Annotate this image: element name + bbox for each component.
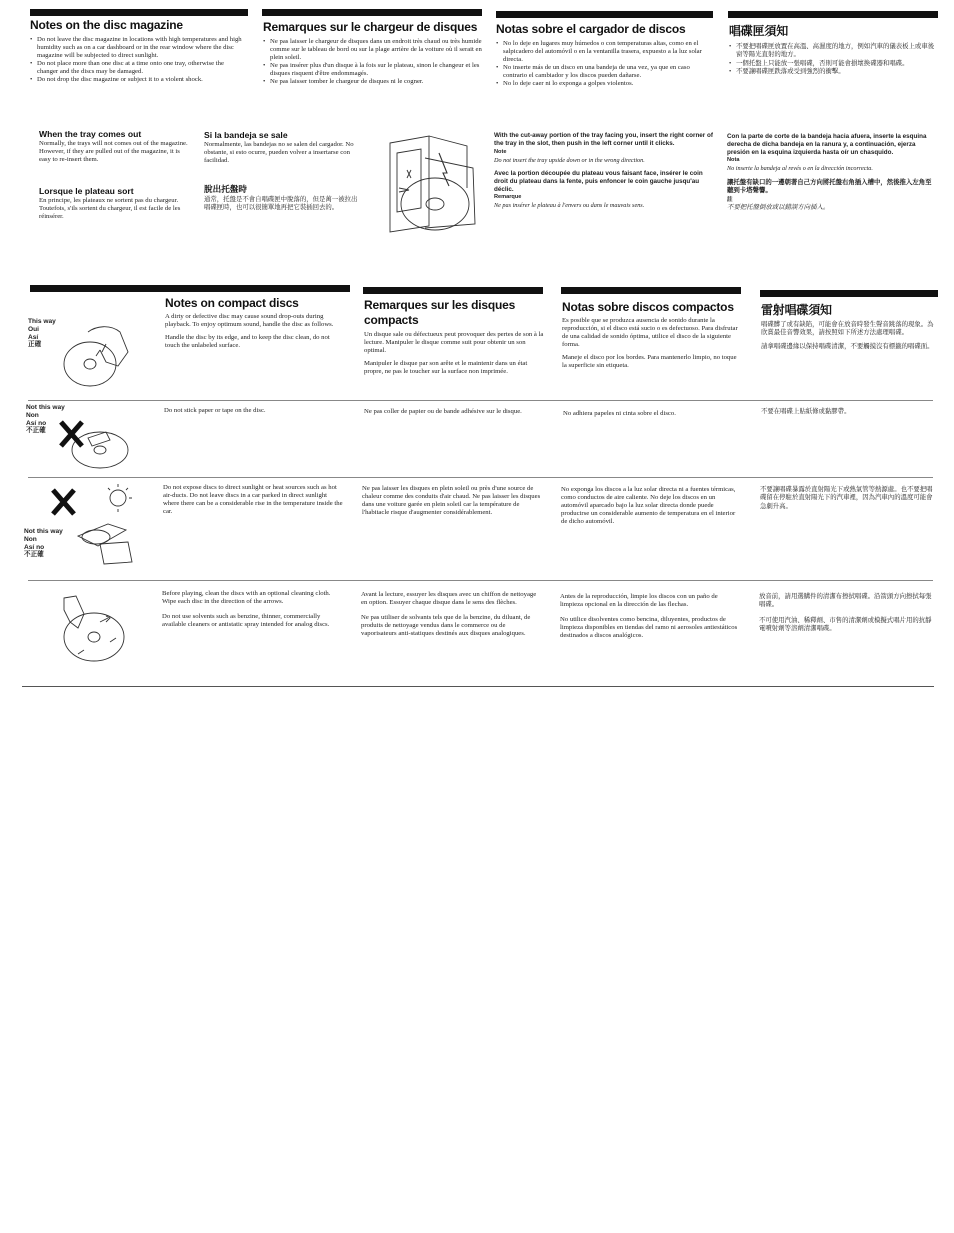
list-item: • Ne pas laisser tomber le chargeur de disques ni le cogner. (263, 78, 485, 86)
compact-zh-r2: 不要讓唱碟暴露於直射陽光下或熱氣管等熱源處。也不要把唱碟留在停駐於直射陽光下的汽車裡，因為汽車內的溫度可能會急劇升高。 (760, 486, 933, 510)
magazine-zh-title: 唱碟匣須知 (729, 24, 789, 38)
compact-fr-r1: Ne pas coller de papier ou de bande adhésive sur le disque. (364, 408, 522, 415)
compact-zh-r1: 不要在唱碟上貼紙條或黏膠帶。 (761, 408, 851, 415)
magazine-zh-list (729, 43, 939, 77)
list-item: • No lo deje caer ni lo exponga a golpes violentos. (496, 80, 714, 88)
compact-es-p1: Es posible que se produzca ausencia de sonido durante la reproducción, si el disco está sucio o es defectuoso. Para disfrutar de una calidad de sonido óptima, utilice el disco de la siguiente forma. (562, 317, 738, 348)
magazine-es-title: Notas sobre el cargador de discos (496, 22, 686, 36)
tray-zh (204, 183, 359, 218)
magazine-fr-title: Remarques sur le chargeur de disques (263, 20, 478, 34)
tray-en-title: When the tray comes out (39, 129, 142, 139)
compact-fr-title: Remarques sur les disques compacts (364, 298, 516, 327)
list-item: • Do not leave the disc magazine in locations with high temperatures and high humidity such as on a car dashboard or in the rear window where the disc magazine will be subjected to direct sunlight. (30, 36, 245, 60)
magazine-fr-list (263, 38, 485, 85)
section-bar (363, 287, 543, 294)
tray-es-title: Si la bandeja se sale (204, 130, 288, 140)
list-item: • 一個托盤上只能放一張唱碟，否則可能會損壞換碟器和唱碟。 (729, 60, 939, 68)
tray-instr-en: With the cut-away portion of the tray facing you, insert the right corner of the tray in the slot, then push in the left corner until it clicks. (494, 132, 713, 147)
magazine-en-title: Notes on the disc magazine (30, 18, 183, 32)
tray-instr-right (727, 133, 937, 219)
section-bar (760, 290, 938, 297)
tray-fr-title: Lorsque le plateau sort (39, 186, 134, 196)
list-item: • No lo deje en lugares muy húmedos o con temperaturas altas, como en el salpicadero del automóvil o en la ventanilla trasera, expuesto a la luz solar directa. (496, 40, 714, 64)
magazine-fr (263, 20, 485, 85)
tray-instr-es: Con la parte de corte de la bandeja hacia afuera, inserte la esquina derecha de dicha bandeja en la ranura y, a continuación, ejerza presión en la esquina izquierda hasta oír un chasquido. (727, 133, 927, 156)
compact-zh-intro (761, 301, 937, 356)
compact-es-r3: Antes de la reproducción, limpie los discos con un paño de limpieza opcional en la dirección de las flechas. No utilice disolventes como bencina, diluyentes, productos de limpieza disponibles en tiendas del ramo ni aerosoles antiestáticos destinados a discos analógicos. (560, 593, 738, 639)
compact-en-r1: Do not stick paper or tape on the disc. (164, 407, 266, 414)
tray-instr-es-note: No inserte la bandeja al revés o en la dirección incorrecta. (727, 165, 873, 173)
compact-en-r2: Do not expose discs to direct sunlight or heat sources such as hot air-ducts. Do not leave discs in a car parked in direct sunlight where there can be a considerable rise in the temperature inside the car. (163, 484, 343, 515)
compact-es-p2: Maneje el disco por los bordes. Para mantenerlo limpio, no toque la superficie sin etiqueta. (562, 353, 737, 369)
tray-instr-zh: 讓托盤有缺口的一邊朝著自己方向將托盤右角插入槽中，然後推入左角至聽到卡塔聲響。 (727, 178, 932, 195)
list-item: • No inserte más de un disco en una bandeja de una vez, ya que en caso contrario el cambiador y los discos pueden dañarse. (496, 64, 714, 80)
prohibited-x-icon (53, 490, 74, 514)
this-way-label: This way Oui Así 正確 (28, 318, 56, 349)
compact-fr-p2: Manipuler le disque par son arête et le maintenir dans un état propre, ne pas le toucher sur la surface non imprimée. (364, 359, 528, 375)
not-this-way-label-1: Not this way Non Así no 不正確 (26, 404, 65, 435)
list-item: • Ne pas laisser le chargeur de disques dans un endroit très chaud ou très humide comme sur le tableau de bord ou sur la plage arrière de la voiture où il serait en plein soleil. (263, 38, 485, 62)
compact-en-title: Notes on compact discs (165, 296, 299, 310)
list-item: • Do not place more than one disc at a time onto one tray, otherwise the changer and the discs may be damaged. (30, 60, 245, 76)
tray-en (39, 129, 189, 169)
compact-es-title: Notas sobre discos compactos (562, 300, 734, 314)
section-bar (728, 11, 938, 18)
tray-es (204, 130, 359, 170)
tray-insert-illustration (385, 128, 485, 243)
list-item: • 不要讓唱碟匣跌落或受到強烈的衝擊。 (729, 68, 939, 76)
prohibited-x-icon (61, 422, 82, 446)
compact-zh-p2: 請拿唱碟邊緣以保持唱碟清潔，不要觸摸沒有標籤的唱碟面。 (761, 342, 934, 350)
tray-instr-en-note: Do not insert the tray upside down or in the wrong direction. (494, 156, 645, 164)
tray-fr-text: En principe, les plateaux ne sortent pas du chargeur. Toutefois, s'ils sortent du chargeur, il est facile de les réinsérer. (39, 197, 181, 220)
compact-zh-r3: 放音前，請用選購件的清潔布擦拭唱碟。沿箭頭方向擦拭每張唱碟。 不可使用汽油、稀釋劑、市售的清潔劑或模擬式唱片用的抗靜電噴射劑等溶劑清潔唱碟。 (759, 593, 932, 633)
tray-instr-left (494, 132, 714, 216)
compact-zh-p1: 唱碟髒了或有缺陷，可能會在放音時發生聲音跳落的現象。為欣賞最佳音響效果，請按照如下所述方法處理唱碟。 (761, 321, 934, 337)
magazine-es-list (496, 40, 714, 87)
magazine-zh (729, 22, 939, 77)
tray-instr-fr: Avec la portion découpée du plateau vous faisant face, insérer le coin droit du plateau dans la fente, puis enfoncer le coin gauche jusqu'au déclic. (494, 169, 703, 193)
note-label: Nota (727, 157, 740, 164)
divider (28, 477, 933, 478)
tray-instr-zh-note: 不要把托盤倒放或以錯誤方向插入。 (727, 204, 830, 212)
section-bar (496, 11, 713, 18)
compact-fr-r3: Avant la lecture, essuyer les disques avec un chiffon de nettoyage en option. Essuyer chaque disque dans le sens des flèches. Ne pas utiliser de solvants tels que de la benzine, du diluant, de produits de nettoyage vendus dans le commerce ou de vaporisateurs anti-statiques destinés aux disques analogiques. (361, 591, 537, 637)
compact-es-intro (562, 300, 740, 374)
tray-en-text: Normally, the trays will not comes out of the magazine. However, if they are pulled out of the magazine, it is easy to re-insert them. (39, 140, 188, 163)
list-item: • 不要把唱碟匣放置在高溫、高濕度的地方，例如汽車的儀表板上或車後窗等陽光直射的地方。 (729, 43, 939, 60)
section-bar (561, 287, 741, 294)
divider (28, 580, 933, 581)
magazine-es (496, 22, 714, 87)
compact-es-r2: No exponga los discos a la luz solar directa ni a fuentes térmicas, como conductos de aire caliente. No deje los discos en un automóvil aparcado bajo la luz solar directa donde puede producirse un considerable aumento de temperatura en el interior de dicho automóvil. (561, 486, 736, 525)
compact-fr-p1: Un disque sale ou défectueux peut provoquer des pertes de son à la lecture. Manipuler le disque comme suit pour obtenir un son optimal. (364, 331, 544, 354)
disc-cleaning-illustration (54, 592, 144, 667)
compact-en-r3: Before playing, clean the discs with an optional cleaning cloth. Wipe each disc in the direction of the arrows. Do not use solvents such as benzine, thinner, commercially available cleaners or antistatic spray intended for analog discs. (162, 590, 331, 628)
note-label: Remarque (494, 194, 522, 201)
magazine-en-list (30, 36, 245, 83)
compact-fr-r2: Ne pas laisser les disques en plein soleil ou près d'une source de chaleur comme des conduits d'air chaud. Ne pas laisser les disques dans une voiture garée en plein soleil car la température de l'habitacle risque d'augmenter considérablement. (362, 485, 541, 516)
tray-es-text: Normalmente, las bandejas no se salen del cargador. No obstante, si esto ocurre, pueden volver a insertarse con facilidad. (204, 141, 354, 164)
list-item: • Do not drop the disc magazine or subject it to a violent shock. (30, 76, 245, 84)
tray-zh-title: 脫出托盤時 (204, 184, 247, 194)
section-bar (262, 9, 482, 16)
section-bar (30, 285, 350, 292)
not-this-way-label-2: Not this way Non Así no 不正確 (24, 528, 63, 559)
magazine-en (30, 18, 245, 83)
compact-zh-title: 雷射唱碟須知 (761, 303, 832, 317)
divider (28, 400, 933, 401)
section-bar (30, 9, 248, 16)
disc-correct-handling-illustration (60, 322, 135, 392)
disc-with-tape-illustration (58, 418, 133, 470)
list-item: • Ne pas insérer plus d'un disque à la fois sur le plateau, sinon le changeur et les disques risquent d'être endommagés. (263, 62, 485, 78)
note-label: Note (494, 148, 507, 155)
tray-fr (39, 186, 189, 226)
tray-instr-fr-note: Ne pas insérer le plateau à l'envers ou dans le mauvais sens. (494, 202, 645, 210)
tray-zh-text: 通常，托盤是不會自唱碟匣中脫落的，但是萬一被拉出唱碟匣時，也可以很簡單地再把它裝插回去的。 (204, 196, 358, 212)
compact-fr-intro (364, 298, 544, 381)
compact-en-p2: Handle the disc by its edge, and to keep the disc clean, do not touch the unlabeled surface. (165, 333, 330, 349)
compact-es-r1: No adhiera papeles ni cinta sobre el disco. (563, 410, 676, 417)
bottom-rule (22, 686, 934, 687)
note-label: 註 (727, 196, 733, 203)
compact-en-p1: A dirty or defective disc may cause sound drop-outs during playback. To enjoy optimum sound, handle the disc as follows. (165, 313, 334, 328)
compact-en-intro (165, 296, 345, 355)
